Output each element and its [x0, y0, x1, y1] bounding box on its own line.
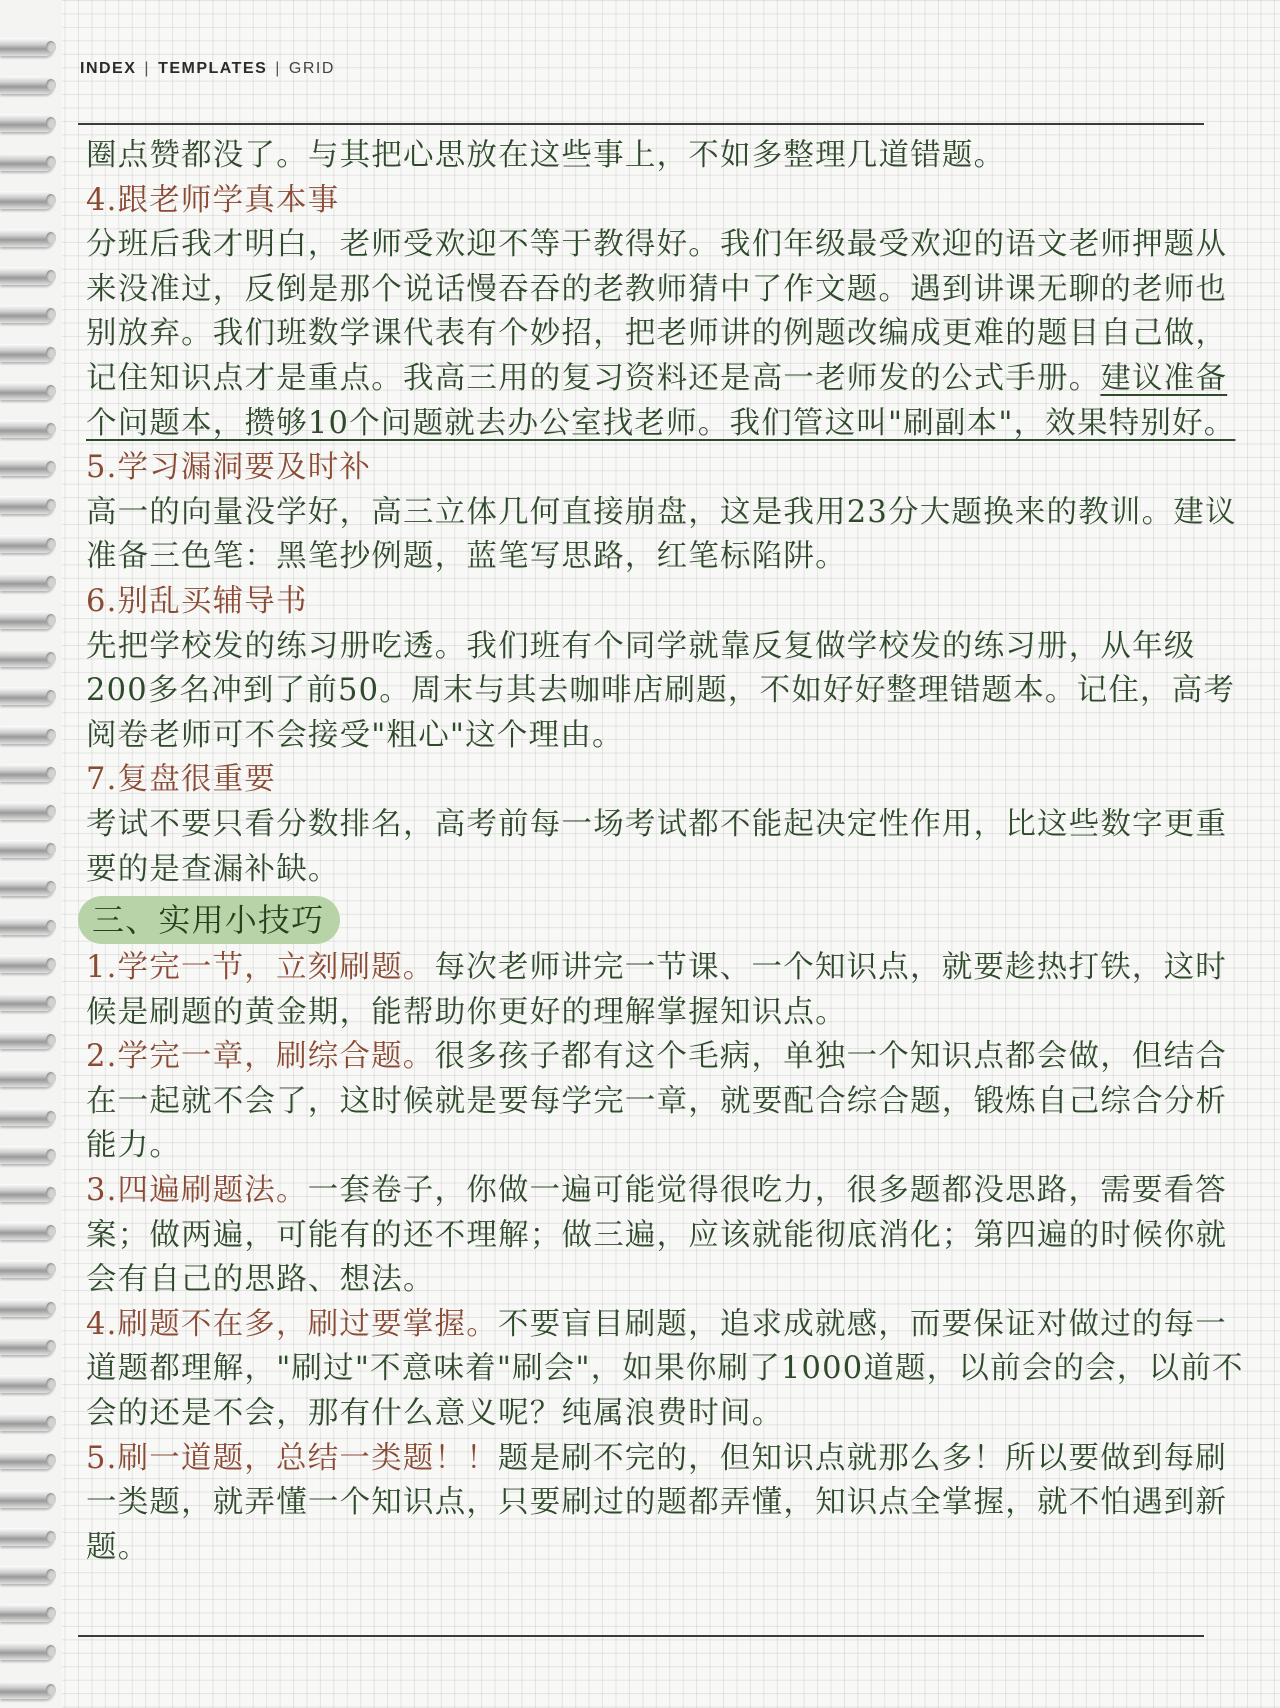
tip-2-body: 很多孩子都有这个毛病，单独一个知识点都会做，但结合在一起就不会了，这时候就是要每学完一章，就要配合综合题，锻炼自己综合分析能力。: [86, 1039, 1228, 1164]
tip-2-lead: 2.学完一章，刷综合题。: [86, 1039, 435, 1075]
spiral-ring: [0, 344, 58, 364]
tip-4: [86, 1303, 1246, 1437]
spiral-ring: [0, 1184, 58, 1204]
tip-1-lead: 1.学完一节，立刻刷题。: [86, 950, 435, 986]
spiral-ring: [0, 573, 58, 593]
spiral-ring: [0, 267, 58, 287]
spiral-ring: [0, 114, 58, 134]
heading-4: 4.跟老师学真本事: [86, 182, 340, 218]
tip-3-lead: 3.四遍刷题法。: [86, 1173, 308, 1209]
spiral-ring: [0, 955, 58, 975]
paragraph-5: 高一的向量没学好，高三立体几何直接崩盘，这是我用23分大题换来的教训。建议准备三色笔：黑笔抄例题，蓝笔写思路，红笔标陷阱。: [86, 494, 1237, 575]
heading-7: 7.复盘很重要: [86, 762, 276, 798]
spiral-ring: [0, 76, 58, 96]
spiral-ring: [0, 726, 58, 746]
spiral-ring: [0, 687, 58, 707]
tip-5-lead: 5.刷一道题，总结一类题！！: [86, 1440, 498, 1476]
heading-6: 6.别乱买辅导书: [86, 583, 308, 619]
spiral-ring: [0, 1299, 58, 1319]
tab-templates[interactable]: TEMPLATES: [158, 60, 268, 77]
top-rule: [78, 123, 1204, 125]
spiral-ring: [0, 420, 58, 440]
paragraph-4-text: 分班后我才明白，老师受欢迎不等于教得好。我们年级最受欢迎的语文老师押题从来没准过，反倒是那个说话慢吞吞的老教师猜中了作文题。遇到讲课无聊的老师也别放弃。我们班数学课代表有个妙招，把老师讲的例题改编成更难的题目自己做，记住知识点才是重点。我高三用的复习资料还是高一老师发的公式手册。: [86, 227, 1228, 396]
spiral-ring: [0, 764, 58, 784]
spiral-ring: [0, 802, 58, 822]
tip-3-body: 一套卷子，你做一遍可能觉得很吃力，很多题都没思路，需要看答案；做两遍，可能有的还不理解；做三遍，应该就能彻底消化；第四遍的时候你就会有自己的思路、想法。: [86, 1173, 1228, 1298]
tip-1: [86, 946, 1246, 1035]
spiral-ring: [0, 1490, 58, 1510]
spiral-binding: [0, 0, 62, 1708]
spiral-ring: [0, 1681, 58, 1701]
spiral-ring: [0, 1337, 58, 1357]
spiral-ring: [0, 153, 58, 173]
spiral-ring: [0, 1260, 58, 1280]
spiral-ring: [0, 191, 58, 211]
spiral-ring: [0, 229, 58, 249]
tip-4-lead: 4.刷题不在多，刷过要掌握。: [86, 1306, 498, 1342]
section-heading-row: [86, 892, 1246, 946]
tip-4-body: 不要盲目刷题，追求成就感，而要保证对做过的每一道题都理解，"刷过"不意味着"刷会"，如果你刷了1000道题，以前会的会，以前不会的还是不会，那有什么意义呢？纯属浪费时间。: [86, 1306, 1244, 1432]
spiral-ring: [0, 496, 58, 516]
tab-separator: |: [144, 60, 151, 77]
spiral-ring: [0, 611, 58, 631]
spiral-ring: [0, 458, 58, 478]
tip-1-body: 每次老师讲完一节课、一个知识点，就要趁热打铁，这时候是刷题的黄金期，能帮助你更好的理解掌握知识点。: [86, 950, 1227, 1030]
spiral-ring: [0, 1146, 58, 1166]
paragraph-6: 先把学校发的练习册吃透。我们班有个同学就靠反复做学校发的练习册，从年级200多名冲到了前50。周末与其去咖啡店刷题，不如好好整理错题本。记住，高考阅卷老师可不会接受"粗心"这个理由。: [86, 628, 1236, 753]
spiral-ring: [0, 1642, 58, 1662]
spiral-ring: [0, 1413, 58, 1433]
spiral-ring: [0, 649, 58, 669]
tip-5-body: 题是刷不完的，但知识点就那么多！所以要做到每刷一类题，就弄懂一个知识点，只要刷过的题都弄懂，知识点全掌握，就不怕遇到新题。: [86, 1440, 1228, 1565]
spiral-ring: [0, 1069, 58, 1089]
tip-5: [86, 1437, 1246, 1571]
spiral-ring: [0, 382, 58, 402]
header-tabs: [80, 60, 335, 78]
tab-separator: |: [275, 60, 281, 77]
heading-5: 5.学习漏洞要及时补: [86, 450, 372, 486]
paragraph-intro: 圈点赞都没了。与其把心思放在这些事上，不如多整理几道错题。: [86, 138, 1006, 173]
spiral-ring: [0, 1604, 58, 1624]
tab-index[interactable]: INDEX: [80, 60, 137, 77]
paragraph-7: 考试不要只看分数排名，高考前每一场考试都不能起决定性作用，比这些数字更重要的是查漏补缺。: [86, 806, 1228, 887]
spiral-ring: [0, 1031, 58, 1051]
paragraph-4-underlined: 建议准备个问题本，攒够10个问题就去办公室找老师。我们管这叫"刷副本"，效果特别好。: [86, 360, 1236, 441]
spiral-ring: [0, 993, 58, 1013]
paragraph-4: [86, 223, 1246, 446]
spiral-ring: [0, 38, 58, 58]
spiral-ring: [0, 535, 58, 555]
tip-2: [86, 1035, 1246, 1169]
spiral-ring: [0, 1451, 58, 1471]
spiral-ring: [0, 1108, 58, 1128]
tab-grid[interactable]: GRID: [288, 60, 335, 77]
spiral-ring: [0, 305, 58, 325]
section-title: 三、实用小技巧: [78, 896, 340, 944]
spiral-ring: [0, 1222, 58, 1242]
spiral-ring: [0, 1566, 58, 1586]
tip-3: [86, 1169, 1246, 1303]
note-content: [86, 134, 1246, 1570]
bottom-rule: [78, 1635, 1204, 1637]
spiral-ring: [0, 840, 58, 860]
spiral-ring: [0, 917, 58, 937]
spiral-ring: [0, 1375, 58, 1395]
spiral-ring: [0, 1528, 58, 1548]
spiral-ring: [0, 878, 58, 898]
